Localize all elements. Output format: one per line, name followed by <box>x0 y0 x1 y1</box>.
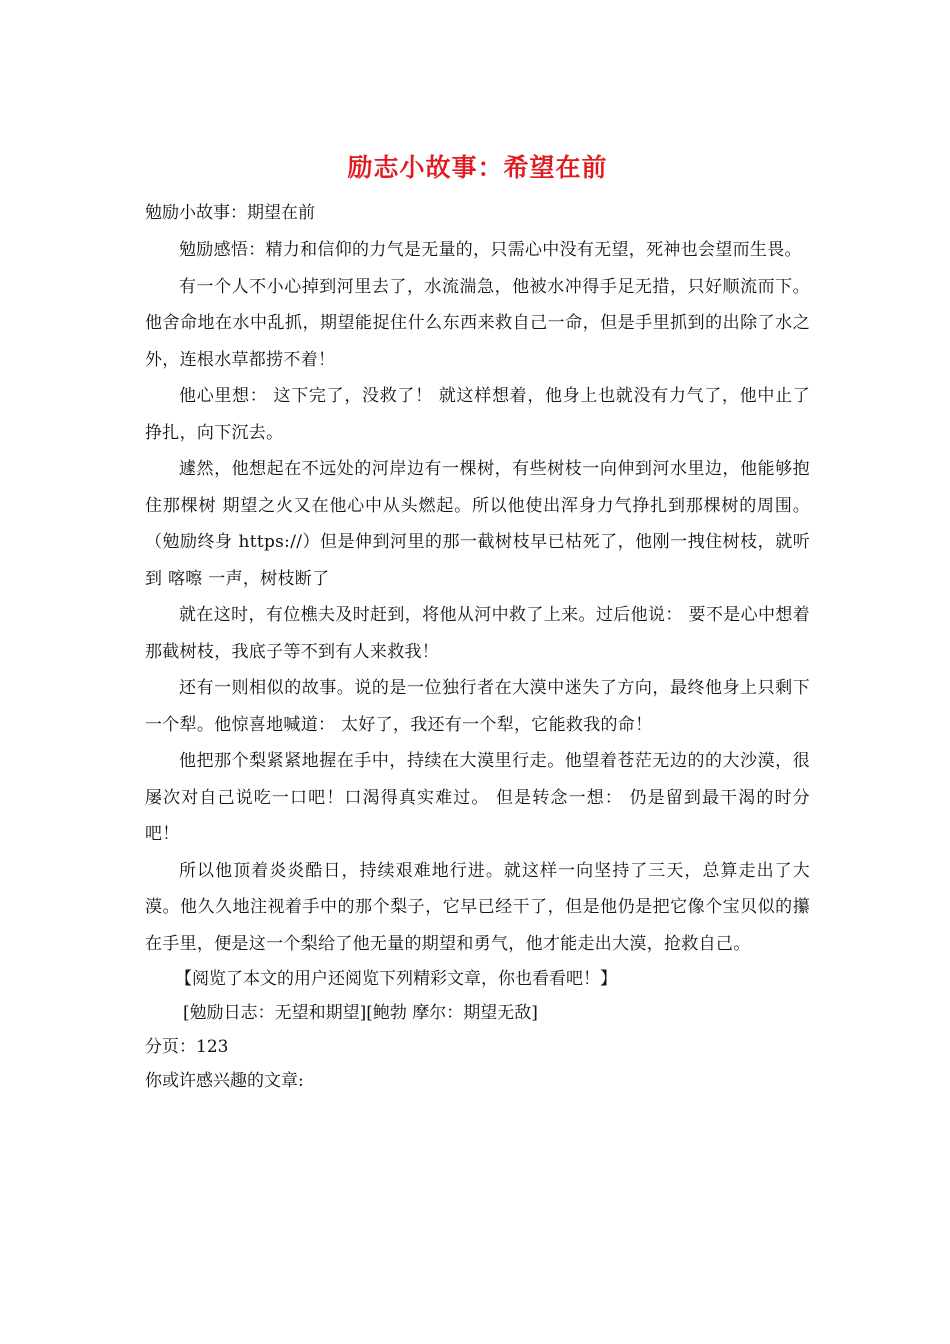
paragraph-2: 有一个人不小心掉到河里去了，水流湍急，他被水冲得手足无措，只好顺流而下。他舍命地在水中乱抓，期望能捉住什么东西来救自己一命，但是手里抓到的出除了水之外，连根水草都捞不着！ <box>145 276 810 370</box>
interest-label: 你或许感兴趣的文章: <box>145 1071 304 1091</box>
document-page <box>145 150 810 1098</box>
paragraph-8: 所以他顶着炎炎酷日，持续艰难地行进。就这样一向坚持了三天，总算走出了大漠。他久久地注视着手中的那个梨子，它早已经干了，但是他仍是把它像个宝贝似的攥在手里，便是这一个梨给了他无量的期望和勇气，他才能走出大漠，抢救自己。 <box>145 860 810 954</box>
related-articles-header: 【阅览了本文的用户还阅览下列精彩文章，你也看看吧！】 <box>175 969 617 989</box>
document-subtitle: 勉励小故事：期望在前 <box>145 203 315 223</box>
related-articles-links <box>145 996 810 1030</box>
paragraph-3: 他心里想： 这下完了，没救了！ 就这样想着，他身上也就没有力气了，他中止了挣扎，向下沉去。 <box>145 386 810 443</box>
related-link-2[interactable]: [鲍勃 摩尔：期望无敌] <box>366 1003 538 1023</box>
related-link-1[interactable]: [勉励日志：无望和期望] <box>183 1003 367 1023</box>
paragraph-5: 就在这时，有位樵夫及时赶到，将他从河中救了上来。过后他说： 要不是心中想着那截树枝，我底子等不到有人来救我！ <box>145 605 810 662</box>
pagination-label: 分页：123 <box>145 1037 229 1057</box>
paragraph-6: 还有一则相似的故事。说的是一位独行者在大漠中迷失了方向，最终他身上只剩下一个犁。他惊喜地喊道： 太好了，我还有一个犁，它能救我的命！ <box>145 678 810 735</box>
document-title: 励志小故事：希望在前 <box>347 153 608 182</box>
paragraph-4: 遽然，他想起在不远处的河岸边有一棵树，有些树枝一向伸到河水里边，他能够抱住那棵树 期望之火又在他心中从头燃起。所以他使出浑身力气挣扎到那棵树的周围。（勉励终身 https://）但是伸到河里的那一截树枝早已枯死了，他刚一拽住树枝，就听到 喀嚓 一声，树枝断了 <box>145 459 810 589</box>
paragraph-7: 他把那个梨紧紧地握在手中，持续在大漠里行走。他望着苍茫无边的的大沙漠，很屡次对自己说吃一口吧！口渴得真实难过。 但是转念一想： 仍是留到最干渴的时分吧！ <box>145 751 810 844</box>
paragraph-1: 勉励感悟：精力和信仰的力气是无量的，只需心中没有无望，死神也会望而生畏。 <box>179 240 802 260</box>
